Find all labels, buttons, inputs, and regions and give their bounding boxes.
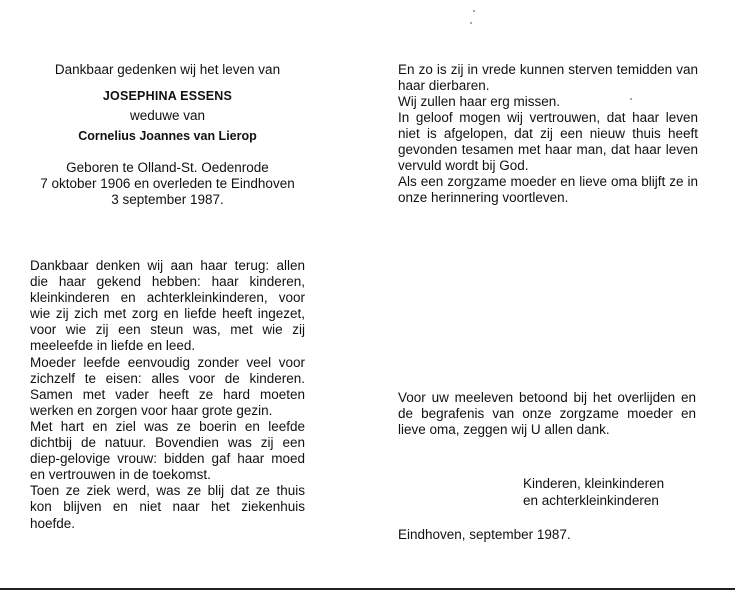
signature-line-1: Kinderen, kleinkinderen — [523, 476, 665, 491]
memorial-paragraph-4: Toen ze ziek werd, was ze blij dat ze thuis kon blijven en niet naar het ziekenhuis hoefde. — [30, 483, 305, 531]
signature-block — [523, 475, 723, 509]
memorial-paragraph-3: Met hart en ziel was ze boerin en leefde dichtbij de natuur. Bovendien was zij een diep-gelovige vrouw: bidden gaf haar moed en vertrouwen in de toekomst. — [30, 418, 305, 483]
left-memorial-text — [30, 258, 305, 532]
right-paragraph-2: Wij zullen haar erg missen. — [398, 94, 561, 109]
right-paragraph-4: Als een zorgzame moeder en lieve oma blijft ze in onze herinnering voortleven. — [398, 174, 698, 205]
husband-name: Cornelius Joannes van Lierop — [78, 129, 257, 143]
intro-text: Dankbaar gedenken wij het leven van — [54, 62, 281, 77]
memorial-paragraph-1: Dankbaar denken wij aan haar terug: allen die haar gekend hebben: haar kinderen, kleinkinderen en achterkleinkinderen, voor wie zij zich met zorg en liefde heeft ingezet, voor wie zij een steun was, met wie zij meeleefde in liefde en leed. — [30, 258, 305, 354]
birth-line-1: Geboren te Olland-St. Oedenrode — [66, 160, 269, 175]
print-speck — [630, 98, 632, 100]
print-speck — [473, 10, 475, 12]
birth-line-2: 7 oktober 1906 en overleden te Eindhoven — [40, 176, 295, 191]
right-paragraph-3: In geloof mogen wij vertrouwen, dat haar leven niet is afgelopen, dat zij een nieuw thuis heeft gevonden tesamen met haar man, dat haar leven vervuld wordt bij God. — [398, 110, 698, 173]
left-column — [30, 62, 305, 208]
memorial-paragraph-2: Moeder leefde eenvoudig zonder veel voor zichzelf te eisen: alles voor de kinderen. Samen met vader heeft ze hard moeten werken en zorgen voor haar grote gezin. — [30, 354, 305, 418]
bottom-rule — [0, 588, 735, 590]
place-date: Eindhoven, september 1987. — [398, 527, 571, 542]
widow-of-text: weduwe van — [129, 108, 206, 123]
deceased-name: JOSEPHINA ESSENS — [102, 89, 233, 103]
thanks-paragraph: Voor uw meeleven betoond bij het overlijden en de begrafenis van onze zorgzame moeder en lieve oma, zeggen wij U allen dank. — [398, 390, 696, 438]
print-speck — [470, 22, 472, 24]
thanks-text-block — [398, 390, 696, 439]
signature-line-2: en achterkleinkinderen — [523, 493, 659, 508]
right-paragraph-1: En zo is zij in vrede kunnen sterven temidden van haar dierbaren. — [398, 62, 698, 93]
birth-line-3: 3 september 1987. — [111, 192, 224, 207]
right-column — [398, 62, 698, 206]
